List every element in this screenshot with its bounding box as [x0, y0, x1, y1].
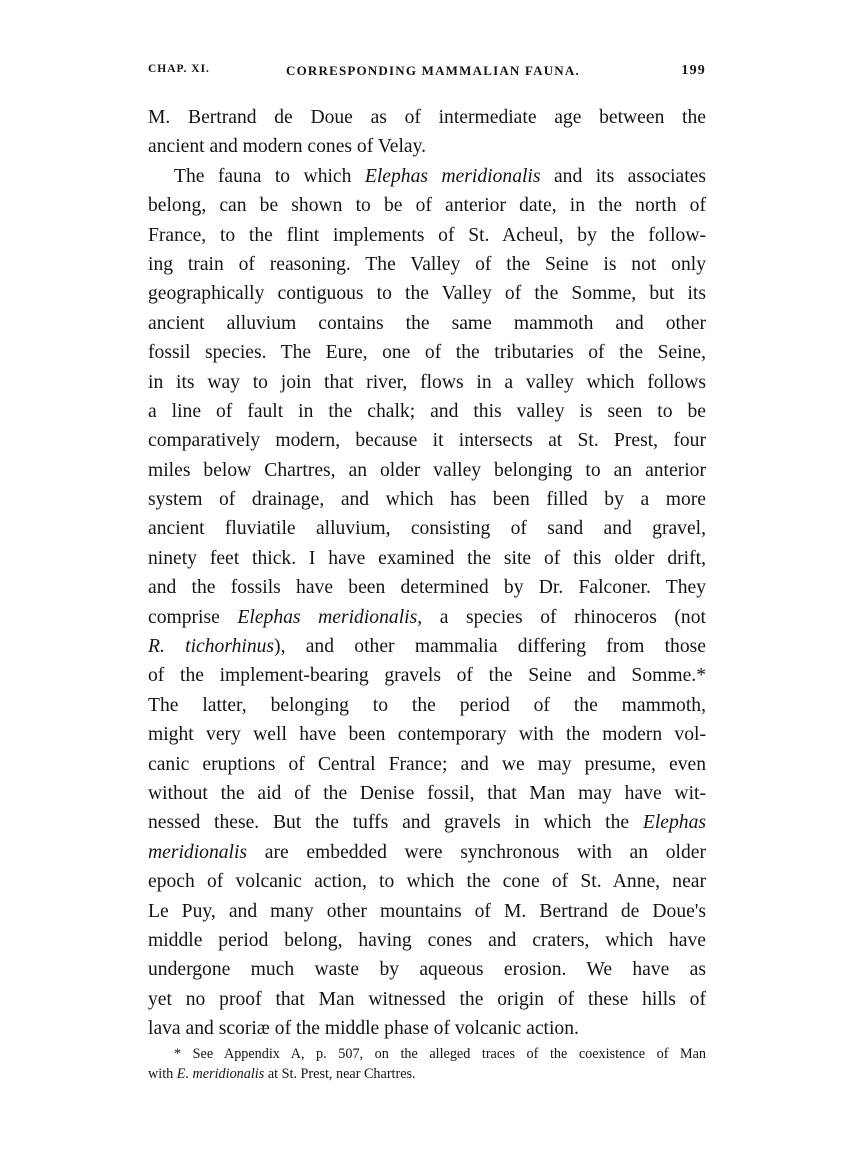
running-head [148, 63, 706, 83]
text-run: comparatively modern, because it intersects at St. Prest, four [148, 430, 706, 452]
text-run: ), and other mammalia differing from those [274, 636, 706, 658]
text-line [148, 456, 706, 485]
text-line [148, 838, 706, 867]
text-run: geographically contiguous to the Valley of the Somme, but its [148, 283, 706, 305]
text-line [148, 132, 706, 161]
text-run: * See Appendix A, p. 507, on the alleged traces of the coexistence of Man [174, 1046, 706, 1062]
italic-text: E. meridionalis [176, 1066, 265, 1082]
text-run: M. Bertrand de Doue as of intermediate age between the [148, 107, 706, 128]
text-run: yet no proof that Man witnessed the origin of these hills of [148, 988, 706, 1010]
text-run: nessed these. But the tuffs and gravels in which the [148, 812, 643, 834]
text-run: are embedded were synchronous with an older [247, 841, 706, 863]
text-run: belong, can be shown to be of anterior date, in the north of [148, 195, 706, 217]
text-line [148, 632, 706, 661]
text-run: miles below Chartres, an older valley belonging to an anterior [148, 459, 706, 481]
text-run: ancient and modern cones of Velay. [148, 136, 427, 158]
text-line [148, 426, 706, 455]
text-run: ing train of reasoning. The Valley of the Seine is not only [148, 253, 706, 275]
text-line [148, 603, 706, 632]
text-line [148, 221, 706, 250]
text-run: undergone much waste by aqueous erosion. We have as [148, 959, 706, 981]
text-line [148, 162, 706, 191]
text-run: a line of fault in the chalk; and this valley is seen to be [148, 400, 706, 422]
text-run: in its way to join that river, flows in a valley which follows [148, 371, 706, 393]
text-line [148, 691, 706, 720]
text-run: fossil species. The Eure, one of the tributaries of the Seine, [148, 342, 706, 364]
text-run: The fauna to which [174, 165, 365, 187]
text-run: might very well have been contemporary with the modern vol- [148, 724, 706, 746]
italic-text: Elephas meridionalis [364, 165, 541, 187]
running-title: CORRESPONDING MAMMALIAN FAUNA. [286, 63, 580, 78]
text-run: The latter, belonging to the period of the mammoth, [148, 694, 706, 716]
italic-text: Elephas [642, 812, 706, 834]
text-line [148, 720, 706, 749]
text-run: of the implement-bearing gravels of the Seine and Somme.* [148, 665, 706, 687]
text-line [148, 985, 706, 1014]
body-text [148, 103, 706, 1044]
text-line [148, 808, 706, 837]
text-run: ancient alluvium contains the same mammoth and other [148, 312, 706, 334]
text-run: France, to the flint implements of St. Acheul, by the follow- [148, 224, 706, 246]
text-run: canic eruptions of Central France; and we may presume, even [148, 753, 706, 775]
text-line [148, 368, 706, 397]
text-run: with [148, 1066, 177, 1082]
text-run: middle period belong, having cones and craters, which have [148, 929, 706, 951]
text-line [148, 514, 706, 543]
text-line [148, 955, 706, 984]
italic-text: meridionalis [148, 841, 248, 863]
text-line [148, 867, 706, 896]
text-run: comprise [148, 606, 238, 628]
footnote-line [148, 1044, 706, 1064]
text-line [148, 779, 706, 808]
footnote [148, 1044, 706, 1084]
text-run: system of drainage, and which has been filled by a more [148, 489, 706, 511]
text-line [148, 338, 706, 367]
text-line [148, 897, 706, 926]
text-line [148, 926, 706, 955]
italic-text: R. tichorhinus [148, 636, 275, 658]
page-number: 199 [681, 63, 706, 78]
text-line [148, 573, 706, 602]
text-line [148, 1014, 706, 1043]
text-line [148, 103, 706, 132]
text-run: , a species of rhinoceros (not [417, 606, 706, 628]
text-line [148, 250, 706, 279]
text-line [148, 279, 706, 308]
text-line [148, 661, 706, 690]
text-line [148, 191, 706, 220]
text-line [148, 309, 706, 338]
text-line [148, 750, 706, 779]
text-run: ninety feet thick. I have examined the site of this older drift, [148, 547, 706, 569]
footnote-line [148, 1064, 706, 1084]
text-run: and the fossils have been determined by Dr. Falconer. They [148, 577, 706, 599]
text-run: lava and scoriæ of the middle phase of volcanic action. [148, 1018, 579, 1040]
italic-text: Elephas meridionalis [237, 606, 418, 628]
text-line [148, 544, 706, 573]
chapter-label: CHAP. XI. [148, 63, 210, 75]
text-run: Le Puy, and many other mountains of M. Bertrand de Doue's [148, 900, 706, 922]
text-run: and its associates [540, 165, 706, 187]
text-run: epoch of volcanic action, to which the cone of St. Anne, near [148, 871, 706, 893]
text-run: without the aid of the Denise fossil, that Man may have wit- [148, 782, 706, 804]
text-line [148, 485, 706, 514]
text-line [148, 397, 706, 426]
text-run: at St. Prest, near Chartres. [264, 1066, 416, 1082]
text-run: ancient fluviatile alluvium, consisting of sand and gravel, [148, 518, 706, 540]
